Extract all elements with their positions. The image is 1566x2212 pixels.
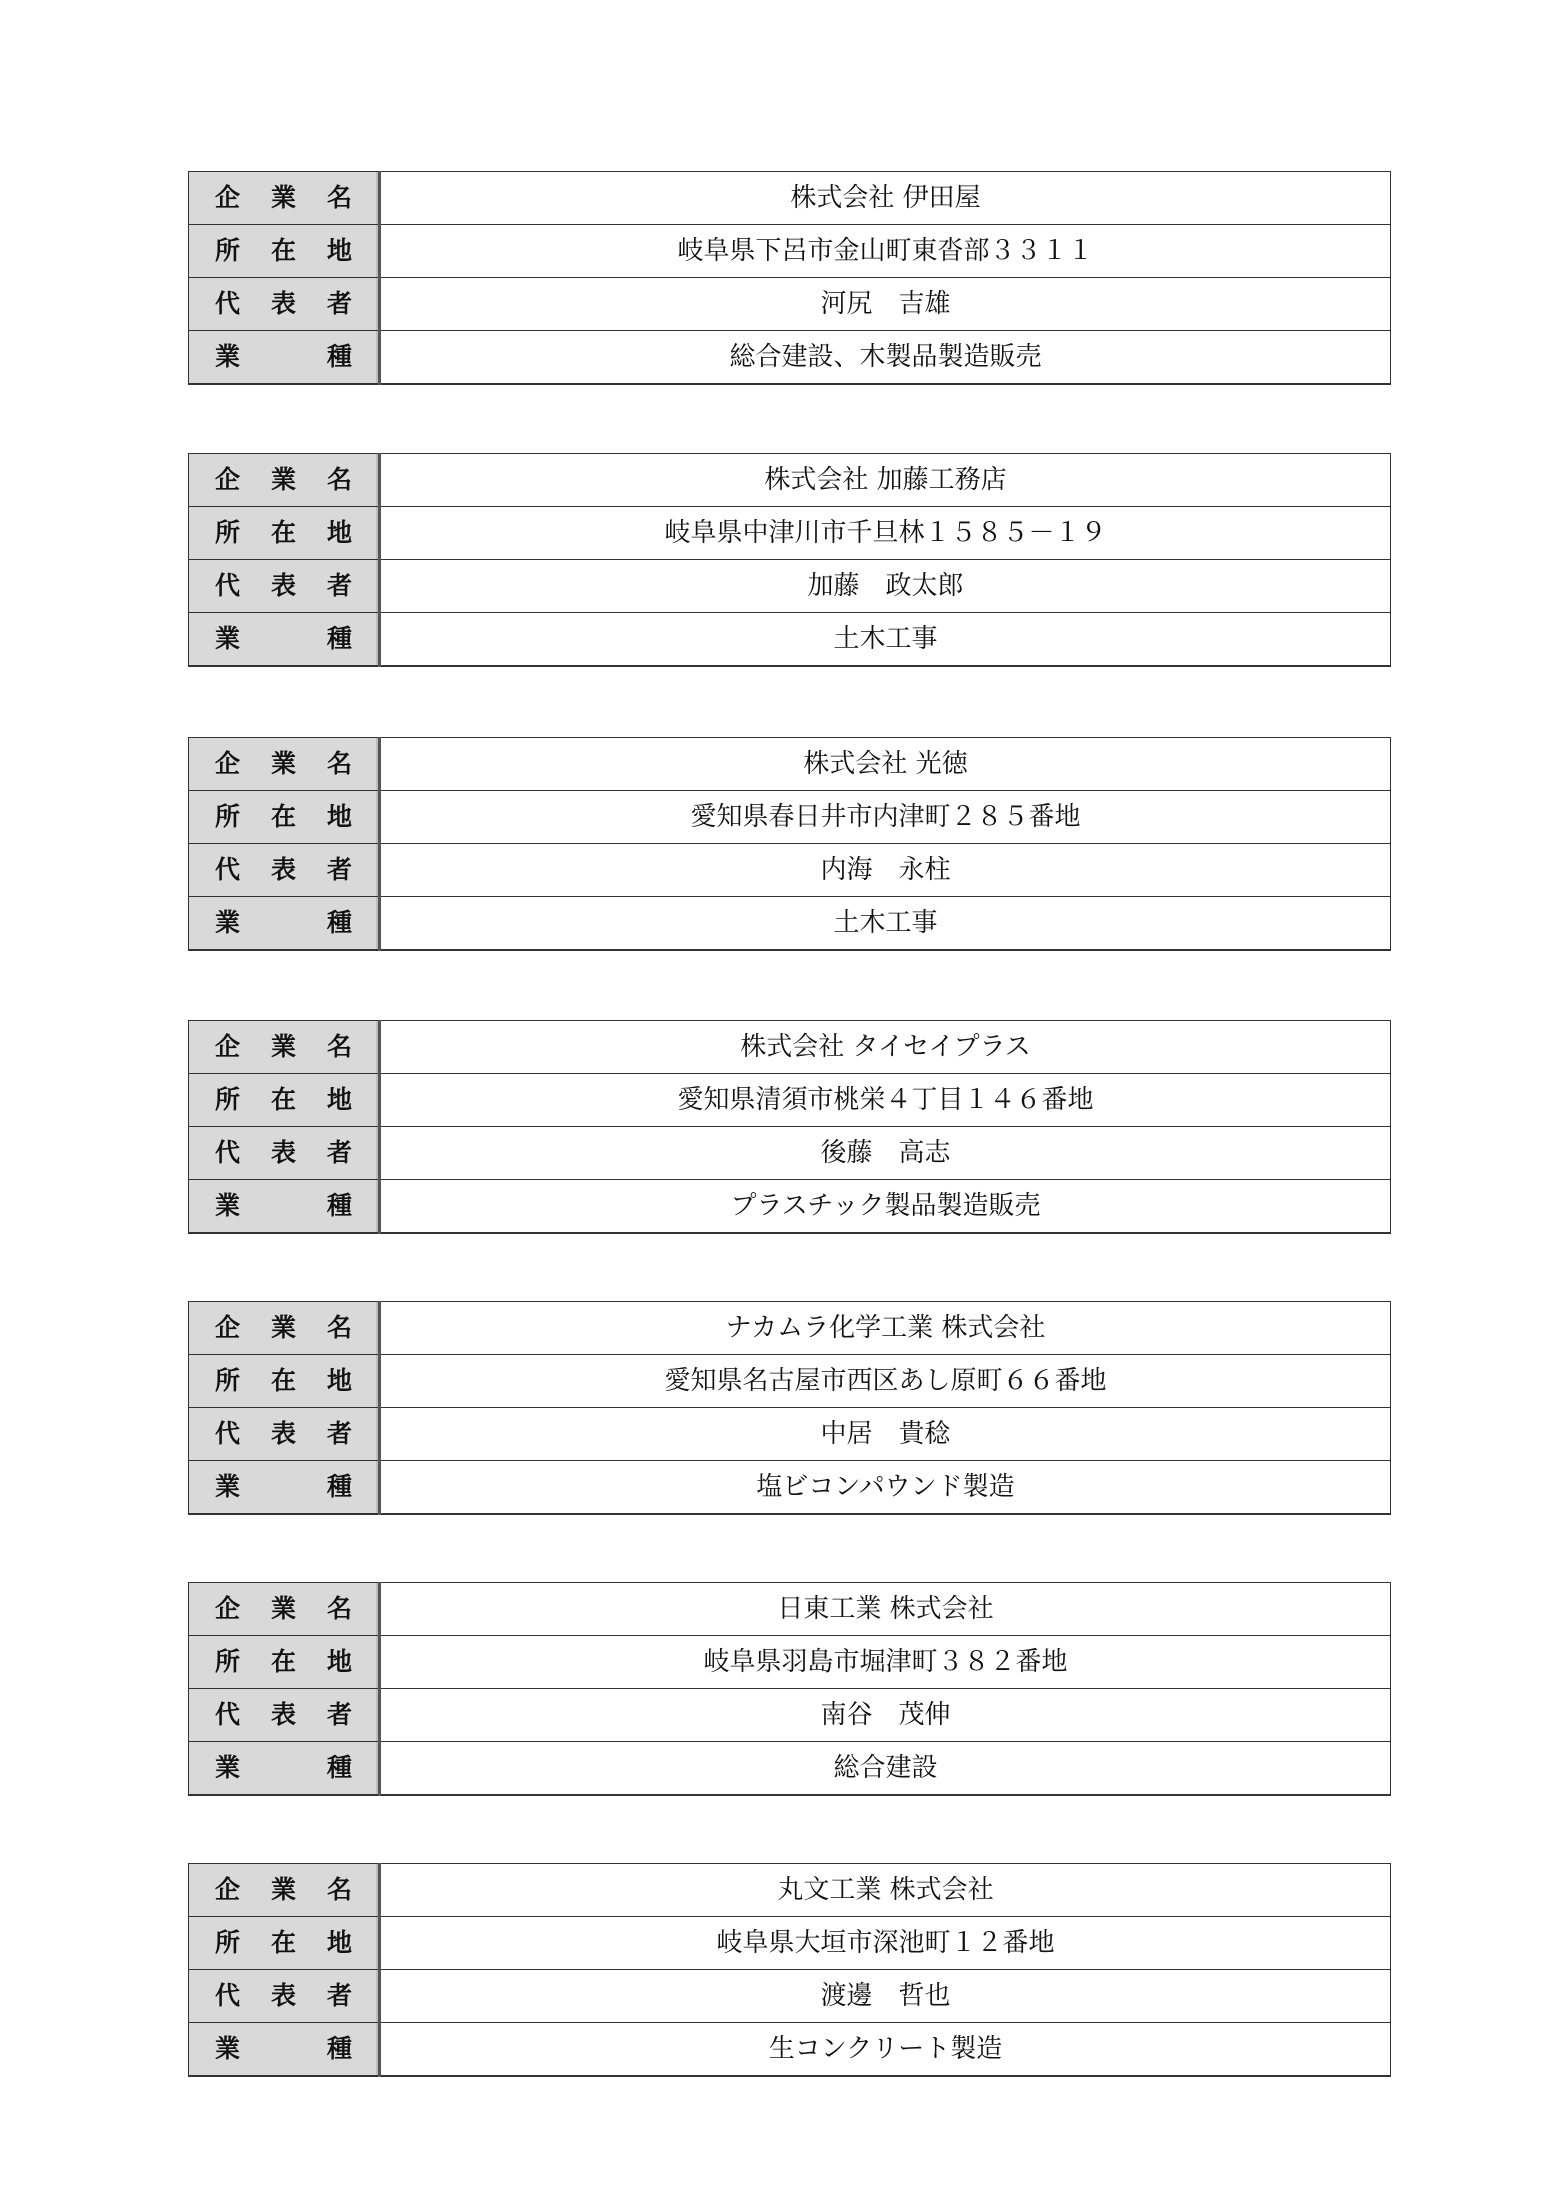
field-label-text — [189, 1742, 378, 1794]
field-label-char: 業 — [215, 1472, 241, 1501]
field-label-address — [189, 1917, 380, 1970]
field-label-char: 種 — [326, 1753, 352, 1782]
field-label-text — [189, 331, 378, 383]
company-address-value: 愛知県名古屋市西区あし原町６６番地 — [380, 1355, 1391, 1408]
company-row-name — [189, 1583, 1391, 1636]
field-label-text — [189, 1970, 378, 2022]
field-label-char: 者 — [326, 289, 352, 318]
company-table — [188, 1582, 1391, 1796]
field-label-char: 業 — [215, 342, 241, 371]
field-label-char: 表 — [270, 289, 296, 318]
field-label-char: 業 — [270, 1875, 296, 1904]
company-row-address — [189, 507, 1391, 560]
field-label-text — [189, 738, 378, 790]
field-label-industry — [189, 613, 380, 667]
field-label-char: 種 — [326, 1191, 352, 1220]
field-label-char: 所 — [215, 802, 241, 831]
field-label-char: 名 — [326, 1594, 352, 1623]
field-label-text — [189, 560, 378, 612]
field-label-char: 代 — [215, 855, 241, 884]
company-industry-value: プラスチック製品製造販売 — [380, 1180, 1391, 1234]
field-label-char: 種 — [326, 908, 352, 937]
field-label-address — [189, 1074, 380, 1127]
company-address-value: 岐阜県下呂市金山町東沓部３３１１ — [380, 225, 1391, 278]
field-label-char: 者 — [326, 1419, 352, 1448]
field-label-text — [189, 1074, 378, 1126]
field-label-char: 企 — [215, 1875, 241, 1904]
field-label-char: 業 — [270, 183, 296, 212]
company-row-address — [189, 225, 1391, 278]
field-label-char: 表 — [270, 855, 296, 884]
company-address-value: 岐阜県中津川市千旦林１５８５－１９ — [380, 507, 1391, 560]
field-label-char: 業 — [215, 2034, 241, 2063]
field-label-char: 業 — [215, 908, 241, 937]
field-label-char: 名 — [326, 183, 352, 212]
field-label-char: 在 — [270, 802, 296, 831]
company-industry-value: 総合建設 — [380, 1742, 1391, 1796]
field-label-name — [189, 1864, 380, 1917]
field-label-representative — [189, 844, 380, 897]
company-row-name — [189, 172, 1391, 225]
company-row-address — [189, 1917, 1391, 1970]
company-representative-value: 後藤 高志 — [380, 1127, 1391, 1180]
field-label-char: 所 — [215, 236, 241, 265]
company-address-value: 愛知県清須市桃栄４丁目１４６番地 — [380, 1074, 1391, 1127]
field-label-char: 表 — [270, 571, 296, 600]
field-label-text — [189, 278, 378, 330]
field-label-industry — [189, 2023, 380, 2077]
field-label-text — [189, 2023, 378, 2075]
field-label-address — [189, 1355, 380, 1408]
field-label-char: 企 — [215, 1313, 241, 1342]
field-label-text — [189, 1127, 378, 1179]
company-address-value: 岐阜県大垣市深池町１２番地 — [380, 1917, 1391, 1970]
field-label-char: 業 — [270, 465, 296, 494]
field-label-char: 在 — [270, 236, 296, 265]
field-label-char: 地 — [326, 1647, 352, 1676]
company-row-address — [189, 1636, 1391, 1689]
field-label-text — [189, 1864, 378, 1916]
field-label-char: 名 — [326, 1313, 352, 1342]
company-row-industry — [189, 613, 1391, 667]
company-row-name — [189, 1302, 1391, 1355]
field-label-text — [189, 613, 378, 665]
company-row-industry — [189, 1180, 1391, 1234]
field-label-address — [189, 1636, 380, 1689]
field-label-text — [189, 507, 378, 559]
company-name-value: 株式会社 伊田屋 — [380, 172, 1391, 225]
field-label-text — [189, 1636, 378, 1688]
field-label-text — [189, 1302, 378, 1354]
company-table — [188, 1301, 1391, 1515]
company-industry-value: 土木工事 — [380, 613, 1391, 667]
field-label-char: 地 — [326, 236, 352, 265]
field-label-address — [189, 507, 380, 560]
field-label-text — [189, 844, 378, 896]
field-label-char: 所 — [215, 1366, 241, 1395]
field-label-char: 業 — [215, 1753, 241, 1782]
field-label-char: 地 — [326, 518, 352, 547]
field-label-char: 者 — [326, 855, 352, 884]
company-table — [188, 453, 1391, 667]
field-label-char: 所 — [215, 1647, 241, 1676]
company-name-value: 日東工業 株式会社 — [380, 1583, 1391, 1636]
field-label-char: 表 — [270, 1138, 296, 1167]
field-label-char: 業 — [270, 1032, 296, 1061]
company-row-industry — [189, 331, 1391, 385]
field-label-char: 種 — [326, 342, 352, 371]
field-label-industry — [189, 331, 380, 385]
field-label-name — [189, 738, 380, 791]
field-label-char: 業 — [270, 1313, 296, 1342]
field-label-char: 所 — [215, 1928, 241, 1957]
company-row-representative — [189, 1127, 1391, 1180]
field-label-text — [189, 1355, 378, 1407]
field-label-char: 企 — [215, 749, 241, 778]
field-label-char: 代 — [215, 1419, 241, 1448]
company-representative-value: 河尻 吉雄 — [380, 278, 1391, 331]
field-label-char: 種 — [326, 624, 352, 653]
field-label-char: 所 — [215, 1085, 241, 1114]
field-label-char: 表 — [270, 1700, 296, 1729]
field-label-char: 種 — [326, 2034, 352, 2063]
field-label-char: 業 — [270, 1594, 296, 1623]
field-label-name — [189, 172, 380, 225]
field-label-char: 代 — [215, 1700, 241, 1729]
field-label-char: 表 — [270, 1981, 296, 2010]
company-industry-value: 土木工事 — [380, 897, 1391, 951]
field-label-char: 代 — [215, 571, 241, 600]
field-label-text — [189, 454, 378, 506]
field-label-char: 在 — [270, 1928, 296, 1957]
field-label-name — [189, 1302, 380, 1355]
company-industry-value: 生コンクリート製造 — [380, 2023, 1391, 2077]
field-label-text — [189, 1021, 378, 1073]
company-row-address — [189, 791, 1391, 844]
field-label-representative — [189, 560, 380, 613]
field-label-char: 地 — [326, 802, 352, 831]
company-name-value: 丸文工業 株式会社 — [380, 1864, 1391, 1917]
field-label-text — [189, 172, 378, 224]
field-label-char: 在 — [270, 1366, 296, 1395]
company-representative-value: 南谷 茂伸 — [380, 1689, 1391, 1742]
field-label-char: 名 — [326, 1875, 352, 1904]
field-label-char: 代 — [215, 1138, 241, 1167]
company-table — [188, 1863, 1391, 2077]
company-row-representative — [189, 1689, 1391, 1742]
company-row-representative — [189, 1408, 1391, 1461]
field-label-char: 在 — [270, 518, 296, 547]
field-label-industry — [189, 1461, 380, 1515]
company-row-representative — [189, 560, 1391, 613]
company-name-value: 株式会社 光徳 — [380, 738, 1391, 791]
company-table — [188, 171, 1391, 385]
company-row-representative — [189, 278, 1391, 331]
field-label-char: 在 — [270, 1085, 296, 1114]
field-label-char: 在 — [270, 1647, 296, 1676]
company-row-name — [189, 738, 1391, 791]
company-table — [188, 737, 1391, 951]
company-industry-value: 塩ビコンパウンド製造 — [380, 1461, 1391, 1515]
field-label-representative — [189, 278, 380, 331]
field-label-char: 業 — [215, 1191, 241, 1220]
field-label-char: 者 — [326, 1981, 352, 2010]
field-label-address — [189, 791, 380, 844]
company-row-name — [189, 1864, 1391, 1917]
company-row-industry — [189, 1742, 1391, 1796]
field-label-text — [189, 1583, 378, 1635]
company-representative-value: 加藤 政太郎 — [380, 560, 1391, 613]
field-label-char: 所 — [215, 518, 241, 547]
field-label-char: 企 — [215, 465, 241, 494]
field-label-text — [189, 1917, 378, 1969]
field-label-representative — [189, 1408, 380, 1461]
company-row-name — [189, 454, 1391, 507]
company-name-value: 株式会社 タイセイプラス — [380, 1021, 1391, 1074]
field-label-text — [189, 1408, 378, 1460]
company-row-industry — [189, 1461, 1391, 1515]
field-label-char: 名 — [326, 465, 352, 494]
field-label-char: 代 — [215, 289, 241, 318]
field-label-char: 者 — [326, 1700, 352, 1729]
field-label-name — [189, 1021, 380, 1074]
field-label-text — [189, 225, 378, 277]
company-row-address — [189, 1074, 1391, 1127]
company-address-value: 岐阜県羽島市堀津町３８２番地 — [380, 1636, 1391, 1689]
company-row-address — [189, 1355, 1391, 1408]
field-label-char: 地 — [326, 1928, 352, 1957]
field-label-industry — [189, 1180, 380, 1234]
field-label-char: 名 — [326, 1032, 352, 1061]
company-representative-value: 内海 永柱 — [380, 844, 1391, 897]
field-label-text — [189, 1180, 378, 1232]
company-representative-value: 中居 貴稔 — [380, 1408, 1391, 1461]
field-label-char: 地 — [326, 1085, 352, 1114]
field-label-char: 業 — [215, 624, 241, 653]
field-label-char: 者 — [326, 1138, 352, 1167]
field-label-representative — [189, 1689, 380, 1742]
field-label-char: 名 — [326, 749, 352, 778]
field-label-char: 企 — [215, 183, 241, 212]
company-name-value: 株式会社 加藤工務店 — [380, 454, 1391, 507]
field-label-name — [189, 454, 380, 507]
field-label-text — [189, 897, 378, 949]
company-row-name — [189, 1021, 1391, 1074]
field-label-char: 者 — [326, 571, 352, 600]
field-label-char: 業 — [270, 749, 296, 778]
field-label-address — [189, 225, 380, 278]
company-table — [188, 1020, 1391, 1234]
field-label-text — [189, 1689, 378, 1741]
field-label-char: 企 — [215, 1594, 241, 1623]
field-label-name — [189, 1583, 380, 1636]
company-name-value: ナカムラ化学工業 株式会社 — [380, 1302, 1391, 1355]
field-label-industry — [189, 1742, 380, 1796]
company-row-representative — [189, 1970, 1391, 2023]
field-label-char: 表 — [270, 1419, 296, 1448]
company-representative-value: 渡邊 哲也 — [380, 1970, 1391, 2023]
field-label-text — [189, 1461, 378, 1513]
company-row-representative — [189, 844, 1391, 897]
field-label-char: 種 — [326, 1472, 352, 1501]
company-address-value: 愛知県春日井市内津町２８５番地 — [380, 791, 1391, 844]
company-industry-value: 総合建設、木製品製造販売 — [380, 331, 1391, 385]
company-row-industry — [189, 897, 1391, 951]
field-label-char: 代 — [215, 1981, 241, 2010]
field-label-representative — [189, 1127, 380, 1180]
field-label-char: 地 — [326, 1366, 352, 1395]
company-row-industry — [189, 2023, 1391, 2077]
field-label-text — [189, 791, 378, 843]
field-label-representative — [189, 1970, 380, 2023]
field-label-industry — [189, 897, 380, 951]
field-label-char: 企 — [215, 1032, 241, 1061]
